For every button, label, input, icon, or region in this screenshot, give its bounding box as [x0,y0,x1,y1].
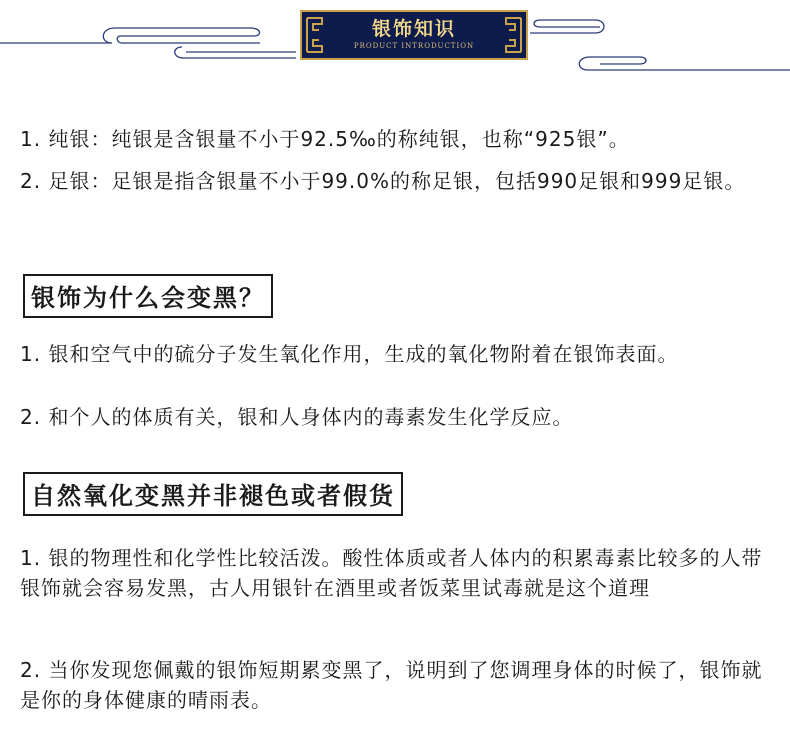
cloud-line-left [0,28,260,43]
cloud-line-left-2 [175,47,296,58]
ornament-right-icon [502,14,524,56]
section1-heading: 银饰为什么会变黑？ [23,274,273,318]
intro-item-1: 1. 纯银：纯银是含银量不小于92.5‰的称纯银，也称“925银”。 [20,127,630,151]
banner-title: 银饰知识 [371,18,456,40]
section2-item-1: 1. 银的物理性和化学性比较活泼。酸性体质或者人体内的积累毒素比较多的人带银饰就会容易发黑，古人用银针在酒里或者饭菜里试毒就是这个道理 [20,546,763,600]
title-banner [300,10,528,60]
cloud-line-right-2 [579,57,790,70]
ornament-left-icon [304,14,326,56]
section1-item-2: 2. 和个人的体质有关，银和人身体内的毒素发生化学反应。 [20,405,574,429]
banner-subtitle: PRODUCT INTRODUCTION [353,42,475,50]
section2-heading: 自然氧化变黑并非褪色或者假货 [23,472,403,516]
section2-item-2: 2. 当你发现您佩戴的银饰短期累变黑了，说明到了您调理身体的时候了，银饰就是你的身体健康的晴雨表。 [20,658,763,712]
section1-item-1: 1. 银和空气中的硫分子发生氧化作用，生成的氧化物附着在银饰表面。 [20,342,679,366]
cloud-line-right [530,20,604,33]
intro-item-2: 2. 足银：足银是指含银量不小于99.0%的称足银，包括990足银和999足银。 [20,169,746,193]
